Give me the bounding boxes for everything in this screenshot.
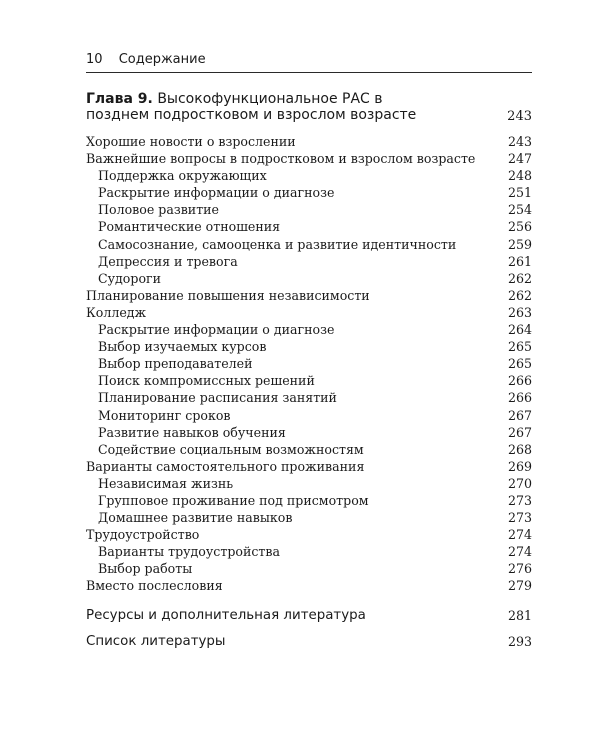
chapter-prefix: Глава 9. xyxy=(86,91,153,107)
toc-entry-label: Депрессия и тревога xyxy=(98,253,238,269)
running-title: Содержание xyxy=(118,52,206,67)
toc-entry-label: Варианты трудоустройства xyxy=(98,544,280,560)
toc-entry[interactable] xyxy=(86,321,532,338)
toc-section-label: Список литературы xyxy=(86,633,226,649)
toc-section-page: 293 xyxy=(507,633,532,649)
toc-entry-page: 269 xyxy=(507,458,532,474)
toc-entry-page: 261 xyxy=(507,253,532,269)
toc-entry-page: 259 xyxy=(507,236,532,252)
toc-entry[interactable] xyxy=(86,424,532,441)
toc-entry-page: 270 xyxy=(507,475,532,491)
toc-entry[interactable] xyxy=(86,560,532,577)
toc-entry[interactable] xyxy=(86,253,532,270)
toc-entry-label: Поддержка окружающих xyxy=(98,168,267,184)
page-number: 10 xyxy=(86,52,103,67)
toc-entry[interactable] xyxy=(86,543,532,560)
toc-entry[interactable] xyxy=(86,338,532,355)
toc-entry[interactable] xyxy=(86,150,532,167)
toc-entry[interactable] xyxy=(86,167,532,184)
toc-entry-page: 274 xyxy=(507,527,532,543)
toc-entry-page: 256 xyxy=(507,219,532,235)
toc-entry[interactable] xyxy=(86,372,532,389)
toc-entry-page: 273 xyxy=(507,510,532,526)
toc-entry-label: Выбор изучаемых курсов xyxy=(98,339,267,355)
toc-entry[interactable] xyxy=(86,355,532,372)
toc-entry[interactable] xyxy=(86,526,532,543)
toc-section[interactable] xyxy=(86,603,532,629)
toc-entry-page: 243 xyxy=(507,134,532,149)
toc-entry-page: 266 xyxy=(507,390,532,406)
toc-entry-page: 264 xyxy=(507,322,532,338)
toc-entry[interactable] xyxy=(86,492,532,509)
toc-entry-label: Колледж xyxy=(86,304,147,320)
chapter-heading[interactable] xyxy=(86,89,532,133)
toc-entry-page: 263 xyxy=(507,304,532,320)
toc-entry-label: Домашнее развитие навыков xyxy=(98,510,293,526)
chapter-title xyxy=(86,91,446,123)
running-header xyxy=(86,52,532,73)
toc-section-label: Ресурсы и дополнительная литература xyxy=(86,607,366,623)
toc-entry-label: Раскрытие информации о диагнозе xyxy=(98,322,335,338)
toc-entry-page: 273 xyxy=(507,492,532,508)
toc-entry[interactable] xyxy=(86,201,532,218)
toc-entry[interactable] xyxy=(86,389,532,406)
chapter-page-number: 243 xyxy=(507,109,532,124)
toc-entry-label: Раскрытие информации о диагнозе xyxy=(98,185,335,201)
toc-entry-page: 262 xyxy=(507,287,532,303)
toc-entry[interactable] xyxy=(86,218,532,235)
toc-sections xyxy=(86,603,532,655)
toc-section-page: 281 xyxy=(507,607,532,623)
toc-entry-page: 251 xyxy=(507,185,532,201)
toc-entry[interactable] xyxy=(86,441,532,458)
toc-entry-label: Групповое проживание под присмотром xyxy=(98,492,369,508)
toc-entry-page: 268 xyxy=(507,441,532,457)
toc-entry[interactable] xyxy=(86,184,532,201)
toc-entry-page: 276 xyxy=(507,561,532,577)
toc-entry-page: 265 xyxy=(507,356,532,372)
toc-entries xyxy=(86,133,532,595)
toc-entry-label: Вместо послесловия xyxy=(86,578,223,594)
chapter-title-text: Высокофункциональное РАС в позднем подростковом и взрослом возрасте xyxy=(86,91,417,123)
toc-entry-label: Поиск компромиссных решений xyxy=(98,373,315,389)
toc-entry[interactable] xyxy=(86,407,532,424)
toc-entry[interactable] xyxy=(86,458,532,475)
toc-entry[interactable] xyxy=(86,304,532,321)
table-of-contents xyxy=(86,89,532,655)
toc-entry-label: Планирование расписания занятий xyxy=(98,390,337,406)
toc-section[interactable] xyxy=(86,629,532,655)
toc-entry[interactable] xyxy=(86,133,532,150)
toc-entry-label: Развитие навыков обучения xyxy=(98,424,286,440)
toc-entry[interactable] xyxy=(86,509,532,526)
toc-entry[interactable] xyxy=(86,287,532,304)
toc-entry-page: 248 xyxy=(507,168,532,184)
toc-entry-label: Важнейшие вопросы в подростковом и взрослом возрасте xyxy=(86,151,476,167)
toc-entry-page: 266 xyxy=(507,373,532,389)
toc-entry-page: 279 xyxy=(507,578,532,594)
toc-entry[interactable] xyxy=(86,236,532,253)
toc-entry-label: Трудоустройство xyxy=(86,527,200,543)
toc-entry-label: Мониторинг сроков xyxy=(98,407,231,423)
toc-entry-page: 267 xyxy=(507,424,532,440)
toc-entry-page: 254 xyxy=(507,202,532,218)
toc-entry-label: Половое развитие xyxy=(98,202,220,218)
toc-entry-label: Планирование повышения независимости xyxy=(86,287,370,303)
toc-entry-label: Содействие социальным возможностям xyxy=(98,441,364,457)
toc-entry[interactable] xyxy=(86,475,532,492)
toc-entry-page: 247 xyxy=(507,151,532,167)
toc-entry-label: Судороги xyxy=(98,270,162,286)
toc-entry-page: 267 xyxy=(507,407,532,423)
toc-entry[interactable] xyxy=(86,270,532,287)
toc-entry-label: Выбор работы xyxy=(98,561,193,577)
toc-entry-page: 265 xyxy=(507,339,532,355)
toc-entry[interactable] xyxy=(86,577,532,594)
toc-entry-page: 262 xyxy=(507,270,532,286)
toc-entry-page: 274 xyxy=(507,544,532,560)
toc-entry-label: Самосознание, самооценка и развитие идентичности xyxy=(98,236,457,252)
toc-entry-label: Выбор преподавателей xyxy=(98,356,253,372)
toc-entry-label: Независимая жизнь xyxy=(98,475,234,491)
toc-entry-label: Хорошие новости о взрослении xyxy=(86,134,296,149)
toc-entry-label: Романтические отношения xyxy=(98,219,281,235)
toc-entry-label: Варианты самостоятельного проживания xyxy=(86,458,365,474)
